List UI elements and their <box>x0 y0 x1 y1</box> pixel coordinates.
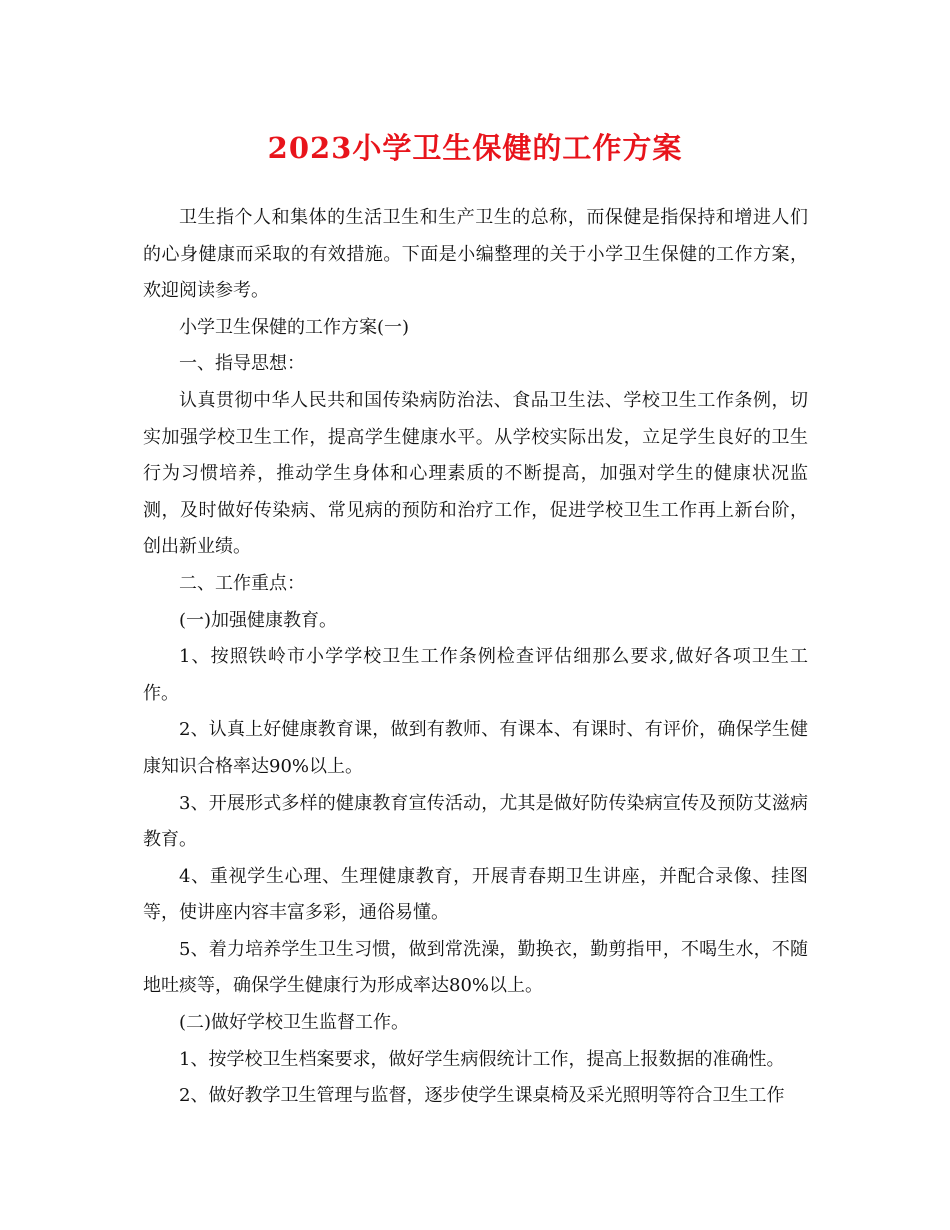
paragraph-supervision-item-2: 2、做好教学卫生管理与监督，逐步使学生课桌椅及采光照明等符合卫生工作 <box>179 1085 785 1107</box>
paragraph-item-1: 1、按照铁岭市小学学校卫生工作条例检查评估细那么要求,做好各项卫生工作。 <box>143 646 808 704</box>
paragraph-item-2: 2、认真上好健康教育课，做到有教师、有课本、有课时、有评价，确保学生健康知识合格率达90%以上。 <box>143 719 808 777</box>
paragraph-item-3: 3、开展形式多样的健康教育宣传活动，尤其是做好防传染病宣传及预防艾滋病教育。 <box>143 792 808 851</box>
paragraph-subheading-supervision: (二)做好学校卫生监督工作。 <box>179 1012 410 1034</box>
document-title: 2023小学卫生保健的工作方案 <box>267 131 683 165</box>
document-body <box>143 200 808 1115</box>
paragraph-item-5: 5、着力培养学生卫生习惯，做到常洗澡，勤换衣，勤剪指甲，不喝生水，不随地吐痰等，确保学生健康行为形成率达80%以上。 <box>143 938 808 997</box>
paragraph-item-4: 4、重视学生心理、生理健康教育，开展青春期卫生讲座，并配合录像、挂图等，使讲座内容丰富多彩，通俗易懂。 <box>143 865 808 924</box>
paragraph-supervision-item-1: 1、按学校卫生档案要求，做好学生病假统计工作，提高上报数据的准确性。 <box>179 1048 785 1070</box>
paragraph-heading-key-work: 二、工作重点： <box>179 572 305 594</box>
paragraph-heading-guiding-thought: 一、指导思想： <box>179 353 305 375</box>
paragraph-section-heading: 小学卫生保健的工作方案(一) <box>179 316 410 338</box>
paragraph-guiding-thought: 认真贯彻中华人民共和国传染病防治法、食品卫生法、学校卫生工作条例，切实加强学校卫生工作，提高学生健康水平。从学校实际出发，立足学生良好的卫生行为习惯培养，推动学生身体和心理素质的不断提高，加强对学生的健康状况监测，及时做好传染病、常见病的预防和治疗工作，促进学校卫生工作再上新台阶，创出新业绩。 <box>143 389 808 558</box>
paragraph-subheading-health-education: (一)加强健康教育。 <box>179 609 338 631</box>
paragraph-intro: 卫生指个人和集体的生活卫生和生产卫生的总称，而保健是指保持和增进人们的心身健康而采取的有效措施。下面是小编整理的关于小学卫生保健的工作方案，欢迎阅读参考。 <box>143 207 808 302</box>
